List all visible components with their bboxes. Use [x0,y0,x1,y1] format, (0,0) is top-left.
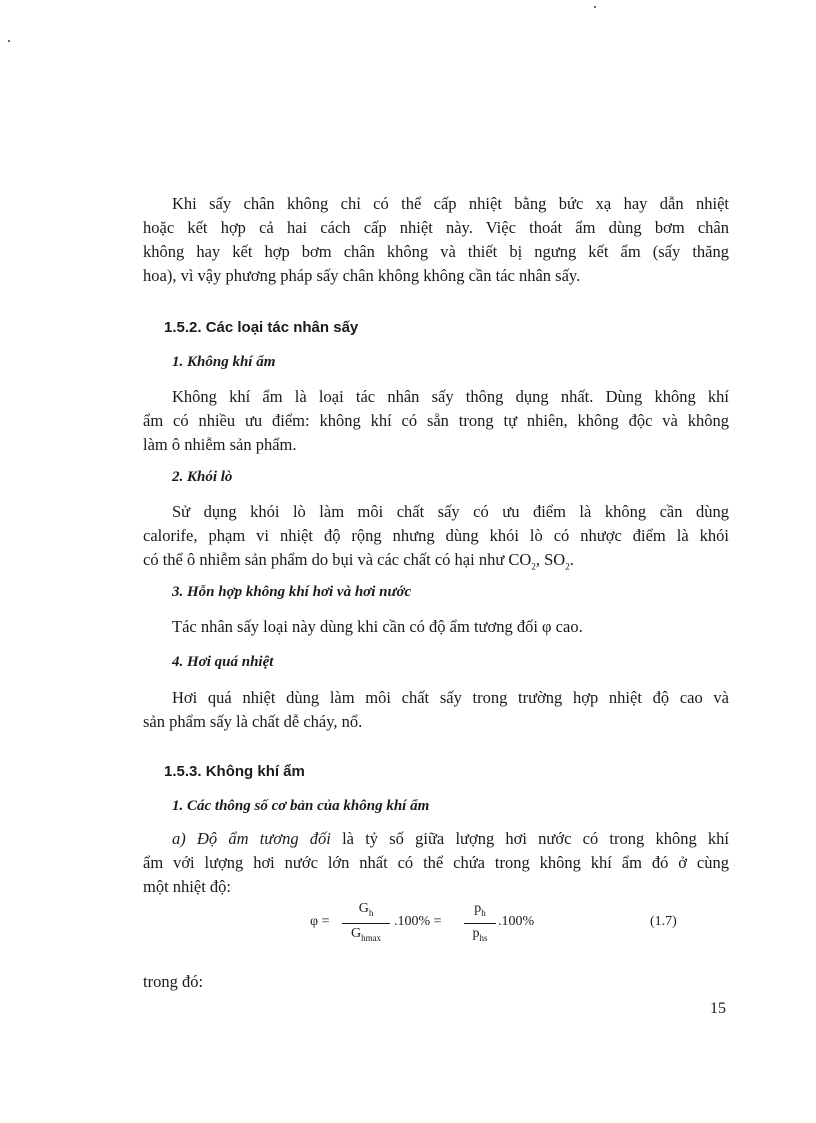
text-line: có thể ô nhiễm sản phẩm do bụi và các chất có hại như $CO_2$, $SO_2$. [143,550,574,572]
subheading-hon-hop: 3. Hỗn hợp không khí hơi và hơi nước [172,584,412,600]
equation-number: (1.7) [650,914,677,929]
text-line: Không khí ẩm là loại tác nhân sấy thông dụng nhất. Dùng không khí [172,387,729,406]
text-line: calorife, phạm vi nhiệt độ rộng nhưng dùng khói lò có nhược điểm là khói [143,526,729,545]
text-line: Sử dụng khói lò làm môi chất sấy có ưu điểm là không cần dùng [172,502,729,521]
text-line: Tác nhân sấy loại này dùng khi cần có độ ẩm tương đối φ cao. [172,617,583,636]
page-number: 15 [710,1000,726,1017]
section-heading-1-5-2: 1.5.2. Các loại tác nhân sấy [164,319,359,336]
formula-1-7 [310,900,710,960]
fraction-pressure [464,900,496,947]
formula-tail: .100% [498,914,535,929]
subheading-khoi-lo: 2. Khói lò [172,469,233,485]
text-line: hoặc kết hợp cả hai cách cấp nhiệt này. Việc thoát ẩm dùng bơm chân [143,218,729,237]
text-line: trong đó: [143,972,204,991]
subheading-hoi-qua-nhiet: 4. Hơi quá nhiệt [172,654,274,670]
formula-middle: .100% = [394,914,442,929]
fraction-denominator: $G_{hmax}$ [350,925,382,943]
subheading-khong-khi-am: 1. Không khí ẩm [172,354,276,370]
scan-speck [594,6,596,8]
fraction-numerator: $p_h$ [474,901,486,918]
fraction-bar [464,923,496,924]
text-line: làm ô nhiễm sản phẩm. [143,435,297,454]
text-line: Hơi quá nhiệt dùng làm môi chất sấy trong trường hợp nhiệt độ cao và [172,688,729,707]
text-line: ẩm có nhiều ưu điểm: không khí có sẵn trong tự nhiên, không độc và không [143,411,729,430]
section-heading-1-5-3: 1.5.3. Không khí ẩm [164,763,305,780]
subheading-thong-so: 1. Các thông số cơ bản của không khí ẩm [172,798,430,814]
text-line: Khi sấy chân không chỉ có thể cấp nhiệt bằng bức xạ hay dẫn nhiệt [172,194,729,213]
text-line: một nhiệt độ: [143,877,231,896]
fraction-bar [342,923,390,924]
text-line: a) Độ ẩm tương đối là tỷ số giữa lượng hơi nước có trong không khí [172,829,729,848]
text-line: không hay kết hợp bơm chân không và thiết bị ngưng kết ẩm (sấy thăng [143,242,729,261]
text-line: hoa), vì vậy phương pháp sấy chân không không cần tác nhân sấy. [143,266,581,285]
text-line: sản phẩm sấy là chất dễ cháy, nổ. [143,712,363,731]
text-line: ẩm với lượng hơi nước lớn nhất có thể chứa trong không khí ẩm đó ở cùng [143,853,729,872]
fraction-denominator: $p_{hs}$ [472,925,488,943]
formula-lhs: φ = [310,914,330,929]
scan-speck [8,40,10,42]
fraction-numerator: $G_h$ [358,901,374,918]
fraction-mass [342,900,390,947]
